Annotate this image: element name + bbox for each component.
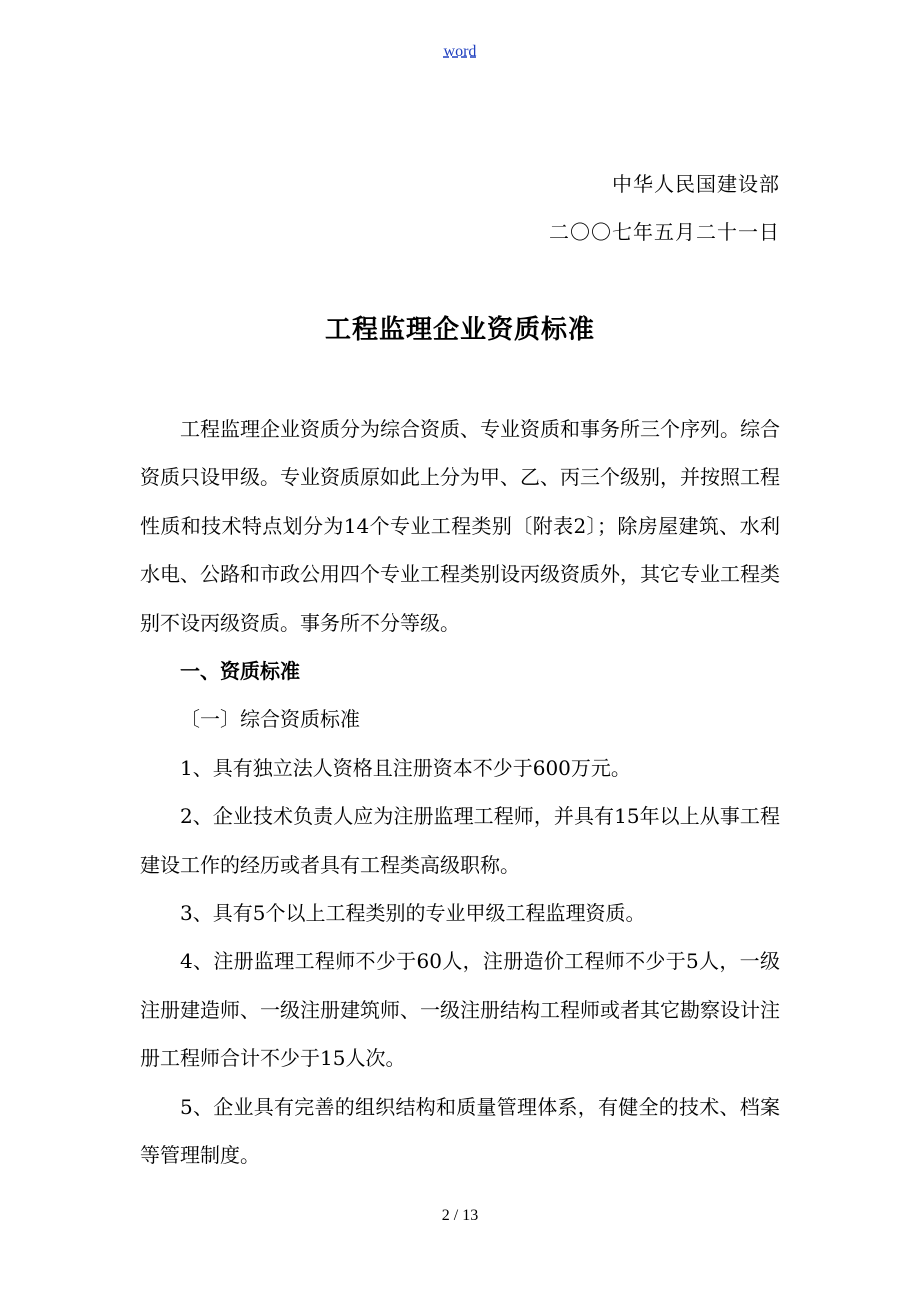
page-number: 2 / 13 [441, 1207, 479, 1224]
signature-date: 二〇〇七年五月二十一日 [549, 220, 780, 244]
document-body [140, 405, 780, 1180]
requirement-item-1: 1、具有独立法人资格且注册资本不少于600万元。 [180, 755, 631, 780]
subsection-heading: 〔一〕综合资质标准 [180, 707, 360, 732]
header-word-link[interactable]: word [443, 43, 477, 60]
header [0, 42, 920, 62]
document-title: 工程监理企业资质标准 [324, 315, 595, 345]
section-heading: 一、资质标准 [180, 659, 300, 684]
requirement-item-3: 3、具有5个以上工程类别的专业甲级工程监理资质。 [180, 901, 646, 926]
signature-organization: 中华人民国建设部 [612, 172, 780, 196]
requirement-item-5: 5、企业具有完善的组织结构和质量管理体系，有健全的技术、档案等管理制度。 [140, 1094, 780, 1168]
requirement-item-4: 4、注册监理工程师不少于60人，注册造价工程师不少于5人，一级注册建造师、一级注册建筑师、一级注册结构工程师或者其它勘察设计注册工程师合计不少于15人次。 [140, 949, 780, 1071]
requirement-item-2: 2、企业技术负责人应为注册监理工程师，并具有15年以上从事工程建设工作的经历或者具有工程类高级职称。 [140, 804, 780, 877]
intro-paragraph: 工程监理企业资质分为综合资质、专业资质和事务所三个序列。综合资质只设甲级。专业资质原如此上分为甲、乙、丙三个级别，并按照工程性质和技术特点划分为14个专业工程类别〔附表2〕；除房屋建筑、水利水电、公路和市政公用四个专业工程类别设丙级资质外，其它专业工程类别不设丙级资质。事务所不分等级。 [140, 417, 780, 635]
